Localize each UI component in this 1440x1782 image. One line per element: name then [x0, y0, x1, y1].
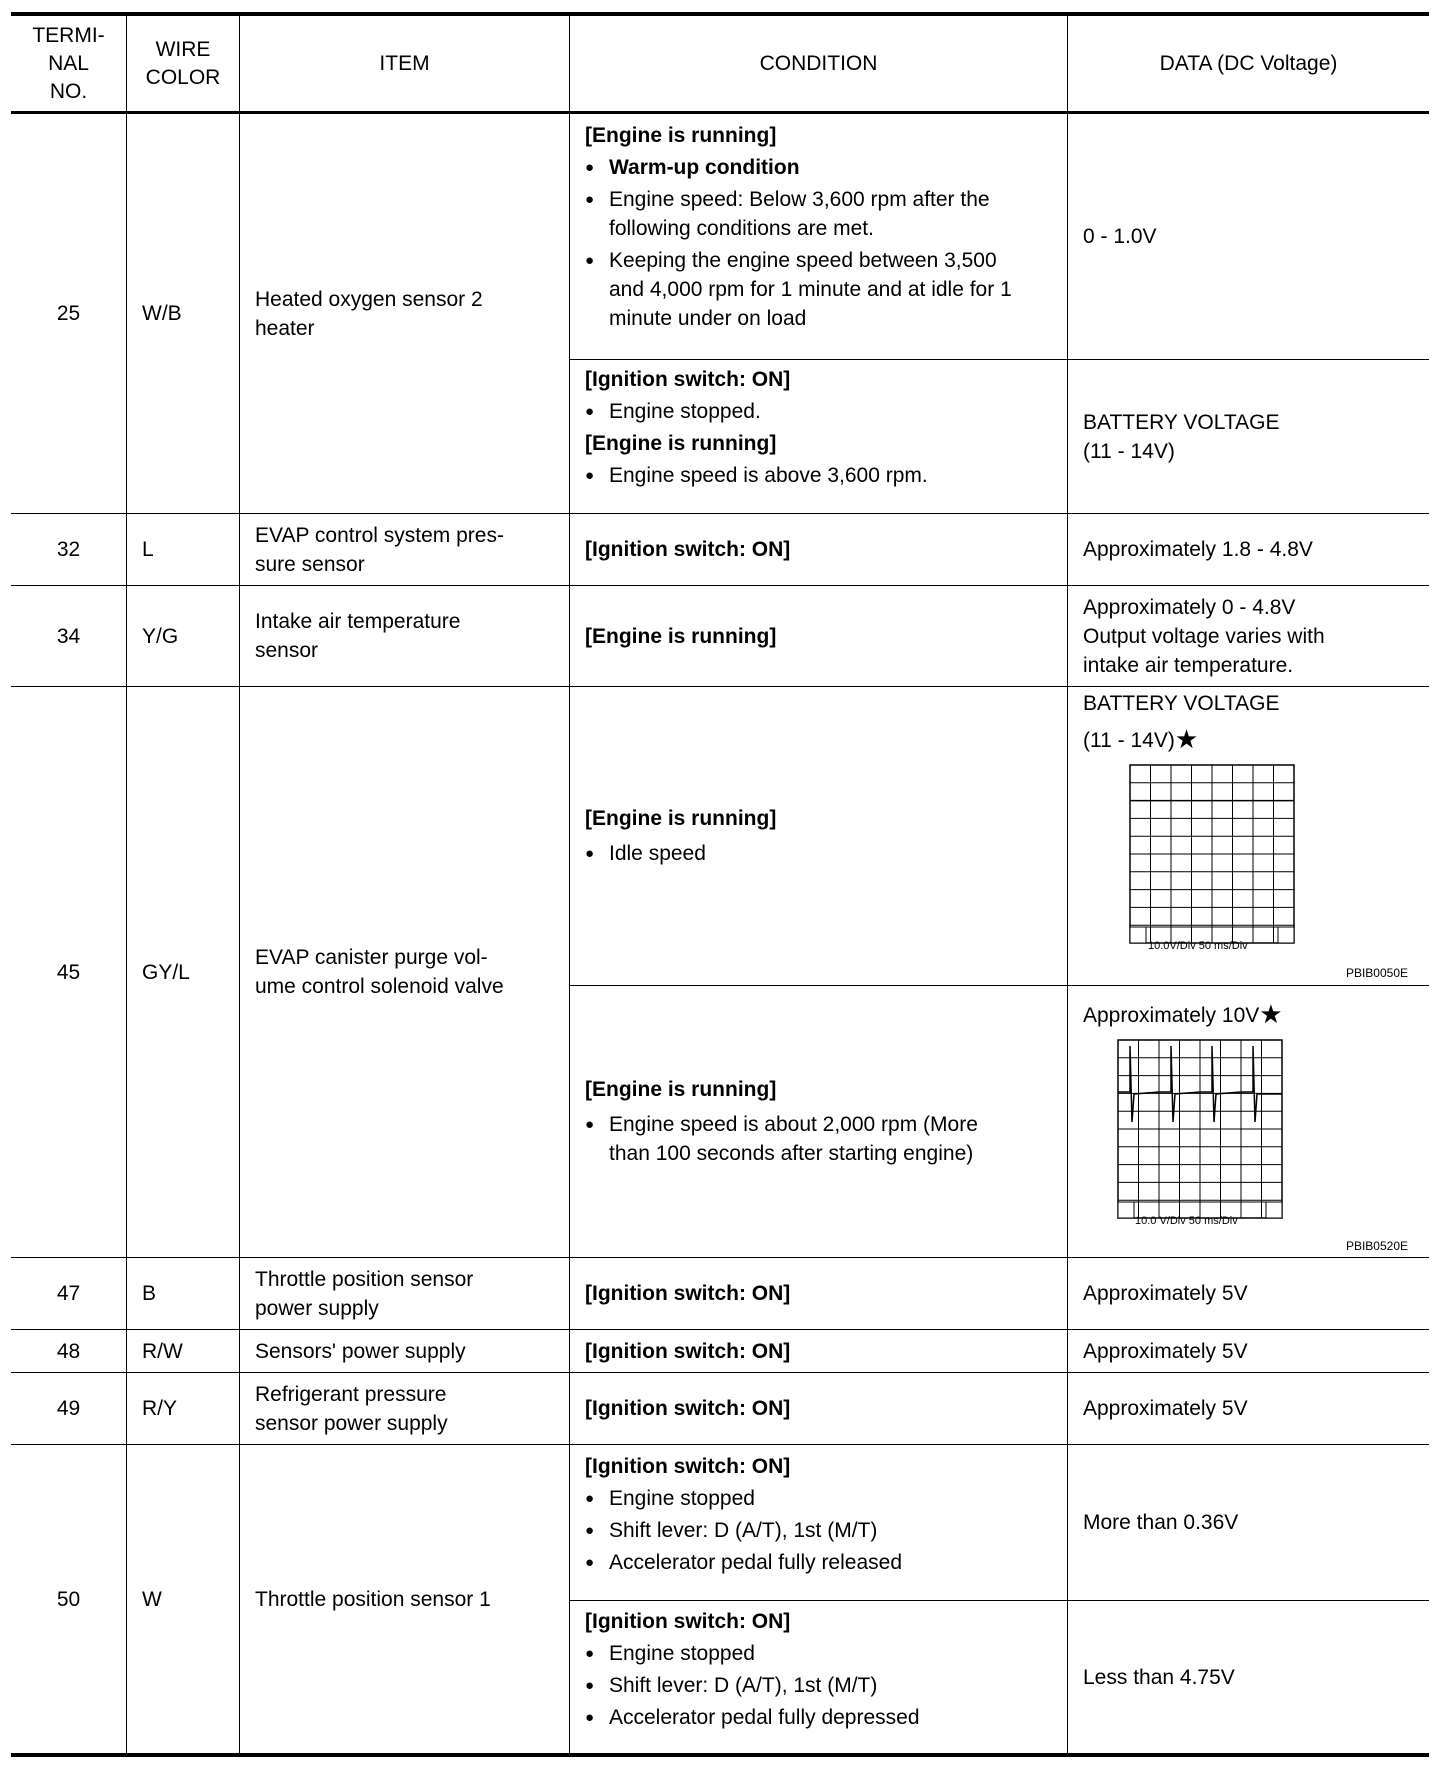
condition-bullet: ● Idle speed	[585, 839, 1057, 868]
column-rule	[239, 12, 240, 1755]
ecm-terminal-table	[11, 12, 1429, 1770]
item-line: Refrigerant pressure	[255, 1382, 447, 1406]
condition-cell	[570, 362, 1067, 512]
item-line: heater	[255, 316, 315, 340]
item-line: EVAP control system pres-	[255, 523, 504, 547]
data-text: Approximately 10V	[1083, 1004, 1260, 1027]
terminal-number: 25	[56, 302, 81, 325]
condition-cell	[570, 986, 1067, 1257]
data-line: (11 - 14V)	[1083, 439, 1175, 463]
condition-heading: [Engine is running]	[585, 124, 777, 147]
item-line: sensor power supply	[255, 1411, 448, 1435]
condition-cell	[570, 687, 1067, 985]
data-text: (11 - 14V)	[1083, 729, 1175, 752]
scope-grid	[1130, 765, 1294, 943]
header-terminal-no	[11, 16, 126, 111]
item-line: sensor	[255, 639, 319, 662]
oscilloscope-waveform-1	[1068, 687, 1429, 985]
item-name	[255, 1258, 565, 1329]
condition-bullet: ● Warm-up condition	[585, 153, 1057, 182]
condition-heading: [Engine is running]	[585, 1078, 777, 1101]
condition-heading: [Engine is running]	[585, 432, 777, 455]
item-line: Intake air temperature	[255, 610, 461, 633]
item-line: power supply	[255, 1296, 379, 1320]
condition-bullet: ● Engine speed is above 3,600 rpm.	[585, 461, 1057, 490]
table-bottom-rule	[11, 1753, 1429, 1757]
item-name	[255, 514, 565, 585]
condition-line: than 100 seconds after starting engine)	[609, 1142, 974, 1165]
scope-caption: 10.0V/Div 50 ms/Div	[1148, 940, 1248, 952]
wire-color: R/Y	[142, 1397, 178, 1420]
condition-cell: [Engine is running]	[585, 624, 777, 648]
data-value: Approximately 5V	[1083, 1397, 1248, 1420]
item-name	[255, 586, 565, 686]
scope-mode-box	[1130, 927, 1146, 943]
condition-cell: [Ignition switch: ON]	[585, 538, 791, 561]
condition-heading: [Ignition switch: ON]	[585, 1610, 791, 1633]
column-rule	[126, 12, 127, 1755]
condition-cell	[570, 118, 1067, 358]
condition-line: and 4,000 rpm for 1 minute and at idle for 1	[609, 278, 1012, 301]
item-name: Sensors' power supply	[255, 1339, 466, 1363]
star-icon: ★	[1259, 999, 1283, 1029]
item-line: ume control solenoid valve	[255, 975, 504, 998]
condition-bullet: ● Shift lever: D (A/T), 1st (M/T)	[585, 1671, 1057, 1700]
item-line: Heated oxygen sensor 2	[255, 287, 483, 311]
condition-line: Keeping the engine speed between 3,500	[609, 249, 997, 272]
wire-color: R/W	[142, 1339, 183, 1363]
data-line: BATTERY VOLTAGE	[1083, 692, 1280, 715]
header-wire-line: WIRE	[155, 37, 211, 61]
data-line: intake air temperature.	[1083, 653, 1294, 677]
scope-trigger-box	[1278, 927, 1294, 943]
condition-line: following conditions are met.	[609, 217, 874, 240]
condition-heading: [Ignition switch: ON]	[585, 368, 791, 391]
data-value: More than 0.36V	[1083, 1511, 1239, 1534]
condition-line: minute under on load	[609, 307, 807, 330]
figure-code: PBIB0520E	[1345, 1239, 1408, 1253]
item-name	[255, 114, 565, 513]
terminal-number: 45	[56, 960, 81, 984]
condition-bullet: ● Shift lever: D (A/T), 1st (M/T)	[585, 1516, 1057, 1545]
terminal-number: 50	[56, 1587, 81, 1611]
scope-trigger-box	[1266, 1202, 1282, 1218]
condition-cell: [Ignition switch: ON]	[585, 1282, 791, 1305]
data-value: 0 - 1.0V	[1083, 225, 1157, 248]
condition-cell	[570, 1604, 1067, 1752]
star-icon: ★	[1174, 724, 1199, 754]
condition-bullet	[585, 1110, 1057, 1168]
item-name: Throttle position sensor 1	[255, 1587, 491, 1611]
item-name	[255, 1373, 565, 1444]
data-value	[1068, 586, 1429, 686]
wire-color: GY/L	[142, 960, 190, 984]
scope-mode-box	[1118, 1202, 1134, 1218]
data-line: Approximately 0 - 4.8V	[1083, 595, 1296, 619]
terminal-number: 49	[56, 1397, 81, 1420]
figure-code: PBIB0050E	[1345, 966, 1408, 980]
wire-color: L	[142, 538, 154, 561]
condition-heading: [Ignition switch: ON]	[585, 1455, 791, 1478]
header-item: ITEM	[379, 51, 430, 75]
data-value: Less than 4.75V	[1083, 1665, 1235, 1689]
data-value: Approximately 1.8 - 4.8V	[1083, 538, 1313, 561]
condition-bullet	[585, 246, 1057, 333]
condition-bullet: ● Accelerator pedal fully depressed	[585, 1703, 1057, 1732]
data-value: Approximately 5V	[1083, 1339, 1248, 1363]
condition-line: Engine speed is about 2,000 rpm (More	[609, 1113, 978, 1136]
condition-bullet: ● Engine stopped	[585, 1639, 1057, 1668]
header-terminal-line: NAL	[48, 51, 89, 75]
data-value	[1068, 360, 1429, 513]
header-wire-line: COLOR	[145, 65, 221, 89]
item-line: Throttle position sensor	[255, 1267, 474, 1291]
terminal-number: 48	[56, 1339, 81, 1363]
wire-color: B	[142, 1282, 157, 1305]
header-data: DATA (DC Voltage)	[1159, 51, 1338, 75]
terminal-number: 32	[56, 538, 81, 561]
data-value: Approximately 5V	[1083, 1282, 1248, 1305]
condition-bullet: ● Engine stopped.	[585, 397, 1057, 426]
terminal-number: 34	[56, 624, 81, 648]
condition-cell: [Ignition switch: ON]	[585, 1339, 791, 1363]
condition-cell	[570, 1449, 1067, 1599]
header-condition: CONDITION	[759, 51, 878, 75]
terminal-number: 47	[56, 1282, 81, 1305]
condition-cell: [Ignition switch: ON]	[585, 1397, 791, 1420]
item-line: EVAP canister purge vol-	[255, 946, 488, 969]
data-line: Output voltage varies with	[1083, 624, 1325, 648]
condition-bullet: ● Engine stopped	[585, 1484, 1057, 1513]
wire-color: W	[142, 1587, 162, 1611]
wire-color: Y/G	[142, 624, 179, 648]
header-terminal-line: NO.	[49, 79, 88, 103]
item-line: sure sensor	[255, 552, 365, 576]
condition-bullet: ● Accelerator pedal fully released	[585, 1548, 1057, 1577]
condition-line: Engine speed: Below 3,600 rpm after the	[609, 188, 990, 211]
wire-color: W/B	[142, 302, 182, 325]
condition-heading: [Engine is running]	[585, 807, 777, 830]
data-line: BATTERY VOLTAGE	[1083, 410, 1280, 434]
header-wire-color	[127, 16, 239, 111]
oscilloscope-waveform-2	[1068, 986, 1429, 1257]
header-terminal-line: TERMI-	[32, 23, 105, 47]
scope-grid	[1118, 1040, 1282, 1218]
scope-caption: 10.0 V/Div 50 ms/Div	[1135, 1215, 1238, 1227]
condition-bullet	[585, 185, 1057, 243]
item-name	[255, 687, 565, 1257]
